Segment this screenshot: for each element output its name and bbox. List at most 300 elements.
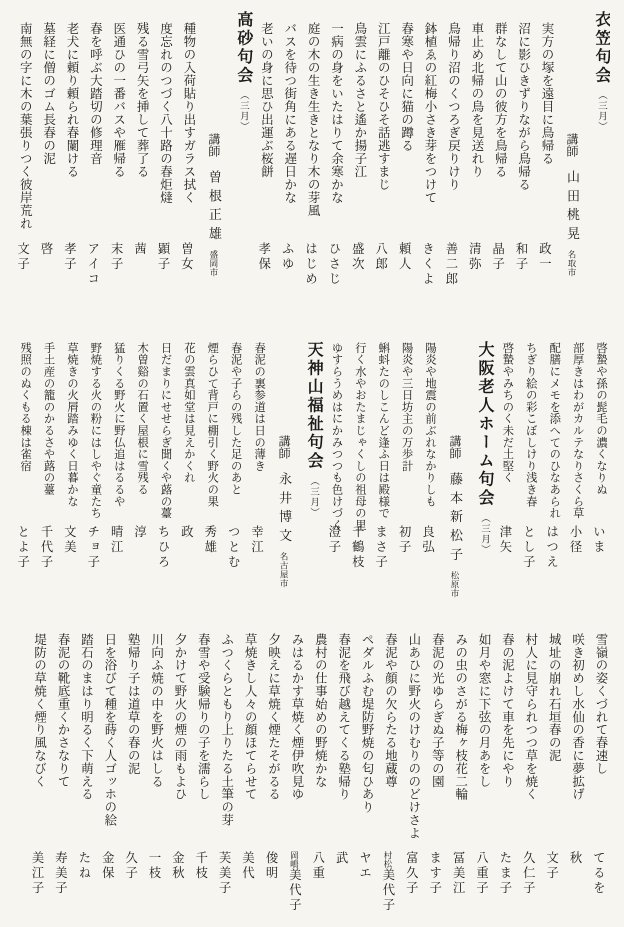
haiku-column <box>299 9 322 315</box>
author-name: ヤエ <box>357 851 372 882</box>
haiku-text: 野焼する火の粉にはしやぐ童たち <box>89 342 102 519</box>
haiku-text: 春泥や顔の欠らたる地蔵尊 <box>383 633 398 788</box>
author-name-group <box>171 851 183 881</box>
author-name: 寿美子 <box>53 851 68 897</box>
haiku-text: 猛りくる野火に野仏追はるるや <box>112 342 125 508</box>
author-name: 曽女 <box>179 242 194 273</box>
haiku-text: 堤防の草焼く煙り風なびく <box>32 633 47 788</box>
haiku-column <box>563 630 586 926</box>
haiku-column <box>345 9 368 315</box>
author-name: はじめ <box>303 242 318 288</box>
author-name: 津矢 <box>497 525 512 556</box>
author-name: 文子 <box>544 851 559 882</box>
author-name-group <box>31 851 43 896</box>
haiku-text: 沼に影ひきずりながら鳥帰る <box>516 22 531 191</box>
author-name: 和子 <box>514 242 529 273</box>
haiku-text: 塾帰り子は道草の春の泥 <box>126 633 141 775</box>
haiku-column <box>72 630 95 926</box>
author-name-group <box>475 851 487 896</box>
author-name: 澄子 <box>326 525 341 556</box>
haiku-column <box>175 9 198 315</box>
author-name: 久仁子 <box>521 851 536 897</box>
author-name-group <box>133 525 145 540</box>
lecturer-city: 名古屋市 <box>279 552 290 589</box>
haiku-text: 老いの身に思ひ出運ぶ桜餅 <box>259 22 274 178</box>
author-name: つとむ <box>226 525 241 571</box>
haiku-text: 夕映えに草焼く煙たそがるる <box>266 633 281 801</box>
author-name: 俊明 <box>263 851 278 882</box>
haiku-column <box>392 9 415 315</box>
haiku-column <box>252 9 275 315</box>
author-name-group <box>328 525 340 555</box>
haiku-column <box>353 630 376 926</box>
lecturer-city: 名取市 <box>567 250 577 278</box>
author-name: たね <box>76 851 91 882</box>
haiku-text: 南無の字に木の葉張りつく彼岸荒れ <box>18 22 33 230</box>
haiku-column <box>369 9 392 315</box>
author-name-group <box>304 242 316 287</box>
author-name: アイコ <box>85 242 100 288</box>
haiku-text: 春の泥よけて車を先にやり <box>500 633 515 788</box>
haiku-text: 日を浴びて種を蒔く人ゴッホの絵 <box>102 633 117 827</box>
author-name-group <box>281 242 293 272</box>
haiku-text: 種物の入荷貼り出すガラス拭く <box>181 22 196 204</box>
author-name-group <box>87 525 99 570</box>
haiku-text: 陽炎や三日坊主の万歩計 <box>400 342 413 472</box>
author-name-group <box>124 851 136 881</box>
haiku-text: 部厚きはわがカルテなりさくら草 <box>571 342 584 519</box>
author-name: 文子 <box>15 242 30 273</box>
author-name: はつえ <box>544 525 559 571</box>
author-name: 善二郎 <box>443 242 458 288</box>
haiku-column <box>540 630 563 926</box>
author-name: 金保 <box>100 851 115 882</box>
author-name-group <box>180 525 192 540</box>
haiku-text: 春泥の裏参道は日の薄き <box>253 342 266 472</box>
author-name: 千枝 <box>193 851 208 882</box>
haiku-text: 残る雪弓矢を挿して葬了る <box>135 22 150 178</box>
haiku-column <box>221 339 244 618</box>
author-name: 美江子 <box>30 851 45 897</box>
author-name-group <box>311 851 323 881</box>
haiku-text: 啓蟄や孫の髭毛の濃くなりぬ <box>595 342 607 496</box>
section-month-label: （三月） <box>237 90 248 132</box>
author-name-group <box>241 851 253 881</box>
author-name-group <box>491 242 503 272</box>
author-name: 良弘 <box>420 525 435 556</box>
author-name-group <box>218 851 230 896</box>
author-name: 千鶴枝 <box>350 525 365 571</box>
author-name-group <box>545 525 557 570</box>
author-name-group <box>40 242 52 257</box>
haiku-column <box>329 630 352 926</box>
lecturer-label: 講師 <box>277 435 292 459</box>
author-name: 晴江 <box>109 525 124 556</box>
author-name: 八重 <box>310 851 325 882</box>
author-name-group <box>592 851 604 896</box>
haiku-text: 実方の塚を遠目に鳥帰る <box>540 22 554 165</box>
haiku-column <box>516 630 539 926</box>
author-name-group <box>101 851 113 881</box>
haiku-text: 老犬に頼り頼られ春闌ける <box>64 22 79 178</box>
text-band <box>10 9 610 315</box>
author-name: 一枝 <box>147 851 162 882</box>
author-name-group <box>499 851 511 896</box>
section-lecturer-column <box>556 9 581 315</box>
author-name-group <box>592 525 604 555</box>
lecturer-label: 講師 <box>206 133 221 157</box>
haiku-column <box>119 630 142 926</box>
author-name-group <box>569 525 581 555</box>
author-name: たま子 <box>497 851 512 897</box>
haiku-column <box>516 339 539 618</box>
haiku-text: 春泥や子らの残した足のあと <box>229 342 242 496</box>
haiku-text: 草焼きし人々の顔ほてらせて <box>243 633 258 801</box>
haiku-text: 春を呼ぶ大踏切の修理音 <box>88 22 103 165</box>
author-name-group <box>405 851 417 896</box>
author-name-group <box>421 242 433 287</box>
author-name-group <box>250 525 262 555</box>
author-name-group <box>328 242 340 287</box>
author-name-group <box>374 525 386 570</box>
author-name-group <box>545 851 557 881</box>
author-name-group <box>16 525 28 570</box>
haiku-text: 農村の仕事始めの野焼かな <box>313 633 328 788</box>
haiku-column <box>198 339 221 618</box>
text-band <box>10 630 610 926</box>
text-band <box>10 339 610 618</box>
haiku-column <box>259 630 282 926</box>
author-name-group <box>351 525 363 570</box>
author-name-group <box>499 525 511 555</box>
author-name: 初子 <box>397 525 412 556</box>
haiku-column <box>212 630 235 926</box>
section-header-column <box>464 339 493 618</box>
author-name: とよ子 <box>15 525 30 571</box>
author-name-group <box>110 525 122 555</box>
haiku-column <box>306 630 329 926</box>
haiku-column <box>151 9 174 315</box>
section-lecturer-column <box>198 9 223 315</box>
haiku-column <box>104 339 127 618</box>
haiku-text: 群なして山の彼方を鳥帰る <box>493 22 508 178</box>
haiku-column <box>462 9 485 315</box>
haiku-text: 春泥の光ゆらぎぬ子等の園 <box>430 633 445 788</box>
haiku-column <box>423 630 446 926</box>
author-name: 金秋 <box>170 851 185 882</box>
author-name-group <box>445 242 457 287</box>
author-name: 孝子 <box>62 242 77 273</box>
author-name: 久子 <box>123 851 138 882</box>
author-name-group <box>358 851 370 881</box>
author-name-group <box>538 242 550 272</box>
haiku-column <box>392 339 415 618</box>
haiku-text: ふつくらともり上りたる土筆の芽 <box>219 633 234 827</box>
lecturer-name: 永井博文 <box>277 472 293 548</box>
haiku-column <box>34 339 57 618</box>
author-name: 茜 <box>132 242 147 258</box>
haiku-text: 陽炎や地震の前ぶれなかりしも <box>424 342 437 508</box>
haiku-text: 一病の身をいたはりて余寒かな <box>329 22 344 204</box>
haiku-text: 春泥を飛び越えてくる塾帰り <box>336 633 351 801</box>
author-name-group <box>203 525 215 555</box>
haiku-column <box>283 630 306 926</box>
haiku-column <box>399 630 422 926</box>
haiku-column <box>322 9 345 315</box>
haiku-column <box>345 339 368 618</box>
author-name: 末子 <box>109 242 124 273</box>
lecturer-name: 藤本新松子 <box>448 472 464 567</box>
author-name-group <box>40 525 52 570</box>
author-name-group <box>195 851 207 881</box>
author-name: 清弥 <box>467 242 482 273</box>
haiku-text: 咲き初めし水仙の香に夢拡げ <box>570 633 585 801</box>
haiku-column <box>58 339 81 618</box>
author-name-group <box>288 851 300 913</box>
haiku-text: 度忘れのつづく八十路の春炬燵 <box>158 22 173 204</box>
haiku-column <box>275 9 298 315</box>
haiku-column <box>104 9 127 315</box>
haiku-column <box>563 339 586 618</box>
haiku-column <box>34 9 57 315</box>
section-month-label: （三月） <box>596 90 606 132</box>
author-name: 幸江 <box>249 525 264 556</box>
haiku-text: 蝌蚪たのしこんど逢ふ日は殿様で <box>377 342 390 519</box>
author-name: 八郎 <box>373 242 388 273</box>
author-name: きくよ <box>420 242 435 288</box>
haiku-text: 啓蟄やみちのく未だ土堅く <box>501 342 514 484</box>
haiku-column <box>533 9 556 315</box>
lecturer-label: 講師 <box>565 133 579 157</box>
author-name: 美代子 <box>287 868 302 914</box>
author-name: 美代 <box>240 851 255 882</box>
haiku-text: 江戸離のひそひそ話逃すまじ <box>376 22 391 191</box>
haiku-column <box>128 9 151 315</box>
haiku-text: 木曽谿の石置く屋根に雪残る <box>136 342 149 496</box>
haiku-column <box>416 9 439 315</box>
haiku-column <box>587 339 610 618</box>
author-name: 美代子 <box>380 868 395 914</box>
haiku-column <box>509 9 532 315</box>
haiku-column <box>189 630 212 926</box>
haiku-text: 庭の木の生き生きとなり木の芽風 <box>306 22 321 217</box>
author-name-prefix: 村松 <box>382 851 393 869</box>
author-name-group <box>110 242 122 272</box>
author-name: 政一 <box>537 242 552 273</box>
section-title: 衣笠句会 <box>593 11 610 85</box>
author-name: まさ子 <box>373 525 388 571</box>
author-name: 頼人 <box>397 242 412 273</box>
author-name: 秀雄 <box>202 525 217 556</box>
haiku-column <box>11 339 34 618</box>
haiku-text: ゆすらうめはにかみつつも色けづく <box>330 342 343 531</box>
haiku-text: 医通ひの一番バスや雁帰る <box>111 22 126 178</box>
author-name: 盛次 <box>350 242 365 273</box>
author-name-group <box>54 851 66 896</box>
author-name-group <box>569 851 581 866</box>
haiku-column <box>142 630 165 926</box>
author-name: とし子 <box>521 525 536 571</box>
author-name-group <box>257 242 269 272</box>
author-name-group <box>515 242 527 272</box>
haiku-text: 手土産の籠のかるさや蕗の薹 <box>42 342 55 496</box>
section-header-column <box>293 339 322 618</box>
haiku-text: 車止め北帰の鳥を見送れり <box>469 22 484 178</box>
author-name: 晶子 <box>490 242 505 273</box>
haiku-column <box>95 630 118 926</box>
haiku-text: 鉢植ゑの紅梅小さき芽をつけて <box>423 22 438 204</box>
author-name-group <box>133 242 145 257</box>
haiku-column <box>81 339 104 618</box>
haiku-column <box>486 9 509 315</box>
haiku-text: 春寒や日向に猫の蹲る <box>399 22 414 152</box>
author-name-group <box>180 242 192 272</box>
haiku-text: 鳥雲にふるさと遙か揚子江 <box>352 22 367 178</box>
haiku-column <box>245 339 268 618</box>
haiku-text: ちぎり絵の彩こぼしけり浅き春 <box>524 342 537 508</box>
author-name: ます子 <box>427 851 442 897</box>
haiku-column <box>11 9 34 315</box>
author-name: ひさじ <box>326 242 341 288</box>
haiku-text: 城址の崩れ石垣春の泥 <box>547 633 562 762</box>
haiku-text: 墓経に僧のゴム長春の泥 <box>41 22 56 165</box>
haiku-text: 配膳にメモを添へてのひなあられ <box>548 342 561 519</box>
haiku-text: 春雪や受験帰りの子を濡らし <box>196 633 211 801</box>
haiku-text: 花の雲真如堂は見えかくれ <box>182 342 195 484</box>
haiku-text: 鳥帰り沼のくつろぎ戻りけり <box>446 22 461 191</box>
haiku-column <box>470 630 493 926</box>
haiku-column <box>439 9 462 315</box>
author-name: チョ子 <box>85 525 100 571</box>
haiku-column <box>587 630 610 926</box>
author-name: ふゆ <box>280 242 295 273</box>
author-name-group <box>157 525 169 570</box>
author-name: 八重子 <box>474 851 489 897</box>
lecturer-city: 松原市 <box>450 571 461 599</box>
haiku-column <box>493 630 516 926</box>
haiku-text: 残照のぬくもる棟は雀宿 <box>19 342 32 472</box>
author-name-group <box>428 851 440 896</box>
author-name-group <box>522 525 534 570</box>
haiku-text: バスを待つ街角にある遅日かな <box>282 22 297 204</box>
haiku-text: ペダルふむ堤防野焼の匂ひあり <box>360 633 375 814</box>
author-name-group <box>351 242 363 272</box>
haiku-column <box>416 339 439 618</box>
author-name: 千代子 <box>39 525 54 571</box>
author-name: 冨美江 <box>451 851 466 897</box>
author-name-group <box>265 851 277 881</box>
section-title: 高砂句会 <box>234 11 252 85</box>
haiku-column <box>322 339 345 618</box>
section-lecturer-column <box>268 339 293 618</box>
author-name-group <box>63 242 75 272</box>
lecturer-name: 山田桃晃 <box>565 170 580 246</box>
author-name-group <box>421 525 433 555</box>
author-name: 政 <box>179 525 194 541</box>
author-name: 富久子 <box>404 851 419 897</box>
author-name-group <box>63 525 75 555</box>
author-name: 啓 <box>39 242 54 258</box>
author-name: 秋 <box>568 851 583 867</box>
section-title: 大阪老人ホーム句会 <box>476 341 494 508</box>
section-header-column <box>223 9 252 315</box>
haiku-text: 村人に見守られつつ草を焼く <box>523 633 538 801</box>
haiku-text: 春泥の靴底重くかさなりて <box>56 633 71 788</box>
haiku-column <box>236 630 259 926</box>
author-name: 顕子 <box>155 242 170 273</box>
section-month-label: （三月） <box>479 512 490 555</box>
author-name: 淳 <box>132 525 147 541</box>
author-name-group <box>78 851 90 881</box>
haiku-column <box>81 9 104 315</box>
author-name: 孝保 <box>256 242 271 273</box>
haiku-text: 煙らひて背戸に棚引く野火の果 <box>206 342 219 508</box>
haiku-column <box>128 339 151 618</box>
author-name-group <box>148 851 160 881</box>
lecturer-city: 盛岡市 <box>208 250 219 278</box>
author-name: 芙美子 <box>217 851 232 897</box>
author-name-group <box>157 242 169 272</box>
haiku-column <box>25 630 48 926</box>
section-lecturer-column <box>439 339 464 618</box>
haiku-text: 川向ふ焼の中を野火はしる <box>149 633 164 788</box>
author-name-group <box>16 242 28 272</box>
haiku-text: みの虫のさがる梅ヶ枝花二輪 <box>453 633 468 801</box>
haiku-text: 夕かけて野火の煙の雨もよひ <box>172 633 187 801</box>
haiku-column <box>175 339 198 618</box>
section-title: 天神山福祉句会 <box>305 341 323 471</box>
haiku-column <box>493 339 516 618</box>
haiku-column <box>166 630 189 926</box>
haiku-text: 行く水やおたまじゃくしの祖母の里 <box>353 342 366 531</box>
author-name-group <box>227 525 239 570</box>
lecturer-name: 曽根正雄 <box>206 170 222 246</box>
author-name: てるを <box>591 851 606 897</box>
haiku-column <box>376 630 399 926</box>
author-name-group <box>398 242 410 272</box>
author-name-group <box>374 242 386 272</box>
haiku-column <box>58 9 81 315</box>
haiku-text: 踏石のまはり明るく下萌える <box>79 633 94 801</box>
haiku-column <box>49 630 72 926</box>
section-month-label: （三月） <box>308 475 319 518</box>
section-header-column <box>581 9 610 315</box>
author-name-group <box>452 851 464 896</box>
author-name: 武 <box>334 851 349 867</box>
lecturer-label: 講師 <box>448 435 463 459</box>
author-name-group <box>398 525 410 555</box>
haiku-text: 草焼きの火屑踏みゆく日暮かな <box>65 342 78 508</box>
haiku-column <box>540 339 563 618</box>
author-name-group <box>87 242 99 287</box>
haiku-text: 雪嶺の姿くづれて春速し <box>594 633 608 775</box>
author-name: ちひろ <box>155 525 170 571</box>
haiku-column <box>151 339 174 618</box>
author-name-group <box>382 851 394 913</box>
author-name: 小径 <box>568 525 583 556</box>
author-name-group <box>522 851 534 896</box>
author-name-group <box>335 851 347 866</box>
haiku-column <box>369 339 392 618</box>
haiku-text: 山あひに野火のけむりののどけさよ <box>406 633 421 840</box>
haiku-column <box>446 630 469 926</box>
haiku-text: 如月や窓に下弦の月あをし <box>477 633 492 788</box>
haiku-text: 日だまりにせせらぎ聞くや蕗の薹 <box>159 342 172 519</box>
author-name: いま <box>591 525 606 556</box>
author-name-prefix: 岡嶋 <box>289 851 300 869</box>
haiku-text: みはるかす草焼く煙伊吹見ゆ <box>289 633 304 801</box>
author-name-group <box>468 242 480 272</box>
